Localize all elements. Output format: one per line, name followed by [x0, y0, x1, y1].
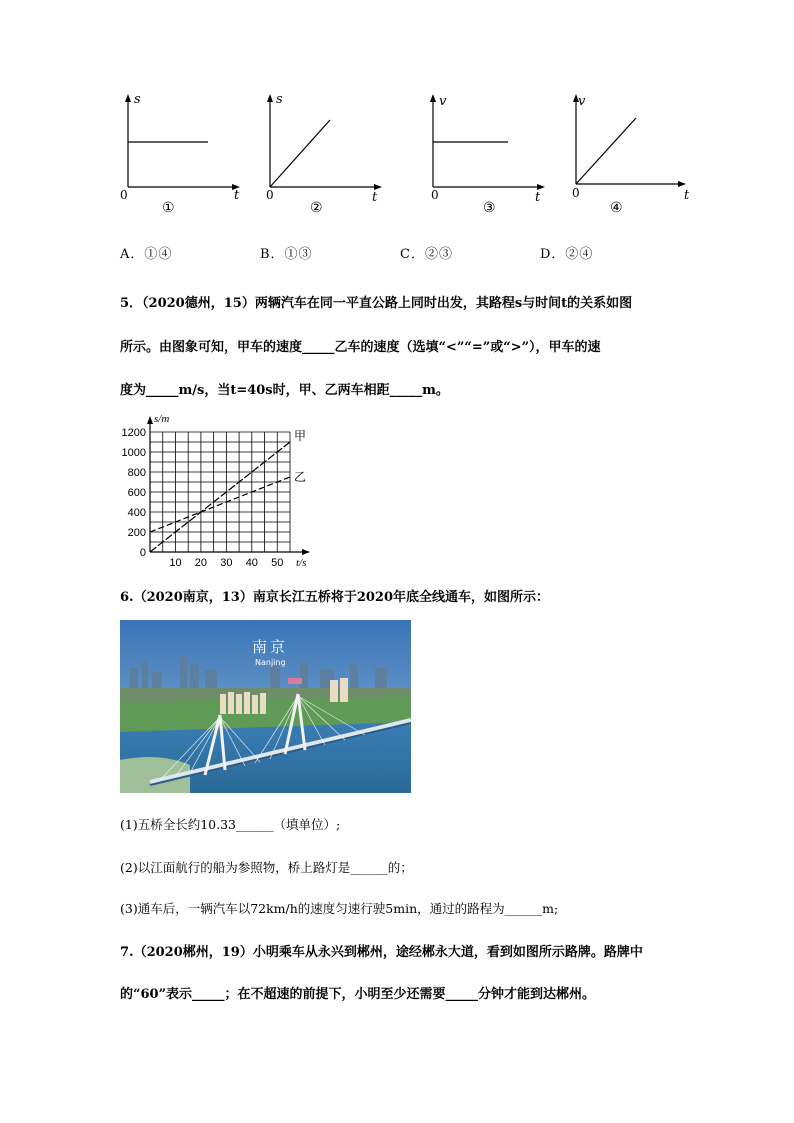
graph-2-y-label: s [276, 92, 283, 107]
x-tick-label: 30 [220, 557, 233, 569]
graph-2 [260, 92, 390, 222]
x-tick-label: 20 [194, 557, 208, 569]
option-d: D．②④ [540, 247, 594, 262]
y-tick-label: 0 [139, 547, 146, 559]
graph-4-origin: 0 [572, 186, 580, 200]
graph-4-y-label: v [578, 94, 586, 109]
bridge-photo [120, 620, 411, 793]
q6-sub-1: (1)五桥全长约10.33______（填单位）; [120, 817, 341, 832]
photo-title: 南京 [252, 638, 289, 656]
q6-line-1: 6.（2020南京，13）南京长江五桥将于2020年底全线通车，如图所示： [120, 590, 550, 605]
graph-3-x-label: t [535, 190, 541, 205]
x-tick-label: 50 [271, 557, 284, 569]
graph-2-origin: 0 [266, 188, 274, 202]
q7-line-1: 7.（2020郴州，19）小明乘车从永兴到郴州，途经郴永大道，看到如图所示路牌。路牌中 [120, 945, 643, 960]
q5-line-1: 5．（2020德州，15）两辆汽车在同一平直公路上同时出发，其路程s与时间t的关系如图 [120, 296, 633, 311]
x-tick-label: 10 [169, 557, 182, 569]
graph-4-number: ④ [610, 200, 623, 216]
q7-line-2: 的“60”表示_____；在不超速的前提下，小明至少还需要_____分钟才能到达郴州。 [120, 987, 596, 1002]
y-axis-label: s/m [154, 413, 170, 425]
graph-1-origin: 0 [120, 188, 128, 202]
graph-2-x-label: t [372, 190, 378, 205]
graph-2-svg [260, 92, 390, 222]
graph-3-origin: 0 [431, 188, 439, 202]
y-axis-arrow [147, 416, 153, 424]
graph-3-number: ③ [483, 200, 496, 216]
st-chart-svg [112, 404, 322, 574]
graph-4-svg [566, 92, 696, 222]
q6-sub-3: (3)通车后，一辆汽车以72km/h的速度匀速行驶5min，通过的路程为______m; [120, 901, 559, 916]
x-tick-label: 40 [245, 557, 258, 569]
y-tick-label: 1200 [121, 427, 146, 439]
y-tick-label: 800 [127, 467, 146, 479]
photo-subtitle: Nanjing [255, 658, 286, 667]
option-c: C．②③ [400, 247, 453, 262]
graph-1-x-label: t [234, 188, 240, 203]
graph-4 [566, 92, 696, 222]
series-line-jia [150, 442, 290, 552]
graph-4-x-label: t [684, 188, 690, 203]
q5-line-3: 度为_____m/s，当t=40s时，甲、乙两车相距_____m。 [120, 383, 449, 398]
y-tick-label: 200 [127, 527, 146, 539]
x-axis-arrow [302, 549, 310, 555]
graph-1-number: ① [162, 200, 175, 216]
y-tick-label: 600 [127, 487, 146, 499]
graph-3-y-label: v [439, 94, 447, 109]
q5-line-2: 所示。由图象可知，甲车的速度_____乙车的速度（选填“<”“=”或“>”），甲车的速 [120, 340, 601, 355]
graph-3 [423, 92, 553, 222]
graph-1-y-label: s [134, 92, 141, 107]
series-label: 乙 [294, 470, 307, 484]
option-a: A．①④ [120, 247, 173, 262]
graph-2-number: ② [310, 200, 323, 216]
graph-1 [118, 92, 248, 222]
graph-1-svg [118, 92, 248, 222]
y-tick-label: 1000 [121, 447, 146, 459]
y-tick-label: 400 [127, 507, 146, 519]
series-label: 甲 [294, 429, 307, 443]
series-line-yi [150, 477, 290, 532]
q6-sub-2: (2)以江面航行的船为参照物，桥上路灯是______的； [120, 860, 413, 875]
st-chart [112, 404, 322, 574]
option-b: B．①③ [260, 247, 313, 262]
x-axis-label: t/s [296, 557, 307, 569]
